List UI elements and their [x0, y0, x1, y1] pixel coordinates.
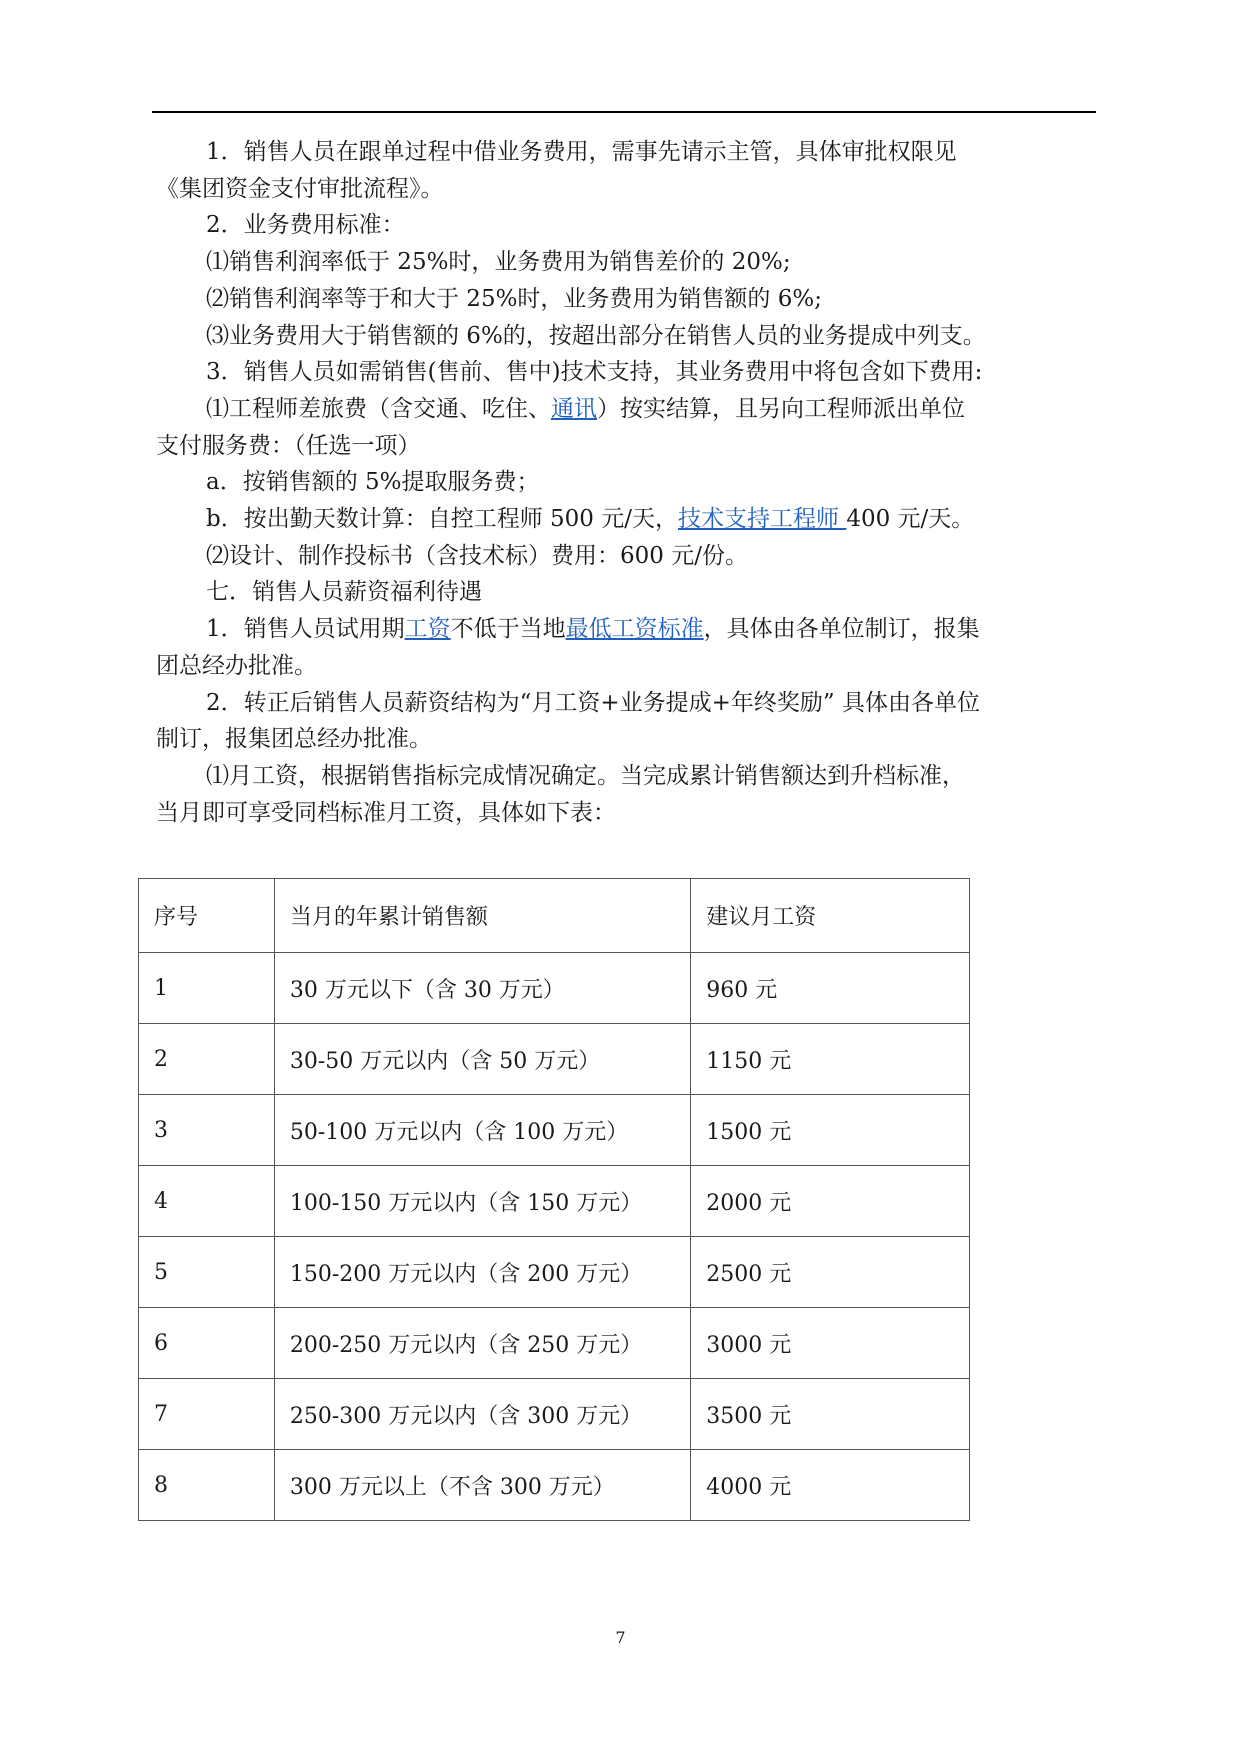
text-span: ，具体由各单位制订，报集 [703, 616, 980, 643]
table-row [139, 1095, 970, 1166]
cell-index: 4 [139, 1166, 275, 1237]
paragraph-2-item-1: ⑴销售利润率低于 25%时，业务费用为销售差价的 20%; [206, 249, 791, 276]
paragraph-1: 1．销售人员在跟单过程中借业务费用，需事先请示主管，具体审批权限见 [206, 139, 957, 165]
cell-index: 6 [139, 1308, 275, 1379]
paragraph-3: 3．销售人员如需销售(售前、售中)技术支持，其业务费用中将包含如下费用: [206, 359, 983, 386]
table-header-row [139, 879, 970, 953]
paragraph-2-item-3: ⑶业务费用大于销售额的 6%的，按超出部分在销售人员的业务提成中列支。 [206, 322, 986, 349]
cell-index: 5 [139, 1237, 275, 1308]
paragraph-3-item-2: ⑵设计、制作投标书（含技术标）费用：600 元/份。 [206, 542, 748, 569]
cell-sales: 250-300 万元以内（含 300 万元） [274, 1379, 690, 1450]
cell-wage: 1150 元 [691, 1024, 970, 1095]
cell-index: 1 [139, 953, 275, 1024]
header-index: 序号 [139, 879, 275, 953]
text-span: ⑴工程师差旅费（含交通、吃住、 [206, 395, 551, 422]
paragraph-2: 2．业务费用标准： [206, 212, 405, 239]
cell-wage: 960 元 [691, 953, 970, 1024]
cell-index: 2 [139, 1024, 275, 1095]
paragraph-3-option-b [156, 501, 1096, 538]
cell-sales: 30 万元以下（含 30 万元） [274, 953, 690, 1024]
paragraph-7-1-cont: 团总经办批准。 [156, 652, 317, 679]
link-tech-support-engineer[interactable]: 技术支持工程师 [678, 506, 847, 533]
text-span: 1．销售人员试用期 [206, 616, 405, 643]
section-7-heading: 七．销售人员薪资福利待遇 [206, 579, 482, 606]
cell-wage: 2000 元 [691, 1166, 970, 1237]
text-span: ）按实结算，且另向工程师派出单位 [597, 395, 965, 422]
cell-wage: 1500 元 [691, 1095, 970, 1166]
header-rule [152, 111, 1096, 113]
cell-sales: 300 万元以上（不含 300 万元） [274, 1450, 690, 1521]
paragraph-2-item-2: ⑵销售利润率等于和大于 25%时，业务费用为销售额的 6%; [206, 285, 822, 312]
paragraph-1-cont: 《集团资金支付审批流程》。 [156, 175, 444, 202]
paragraph-3-item-1 [156, 391, 1096, 428]
paragraph-3-item-1-cont: 支付服务费：（任选一项） [156, 432, 421, 459]
cell-index: 8 [139, 1450, 275, 1521]
cell-sales: 50-100 万元以内（含 100 万元） [274, 1095, 690, 1166]
table-row [139, 1237, 970, 1308]
link-tongxun[interactable]: 通讯 [551, 395, 597, 422]
document-body [156, 134, 1096, 831]
header-sales: 当月的年累计销售额 [274, 879, 690, 953]
page-number: 7 [615, 1628, 626, 1647]
header-wage: 建议月工资 [691, 879, 970, 953]
cell-wage: 4000 元 [691, 1450, 970, 1521]
table-row [139, 1308, 970, 1379]
cell-sales: 100-150 万元以内（含 150 万元） [274, 1166, 690, 1237]
salary-table [138, 878, 970, 1521]
table-row [139, 1166, 970, 1237]
cell-index: 3 [139, 1095, 275, 1166]
paragraph-3-option-a: a．按销售额的 5%提取服务费； [206, 469, 540, 496]
paragraph-7-1 [156, 611, 1096, 648]
link-minimum-wage[interactable]: 最低工资标准 [565, 616, 704, 643]
paragraph-7-2: 2．转正后销售人员薪资结构为“月工资+业务提成+年终奖励” 具体由各单位 [206, 689, 981, 716]
table-row [139, 1450, 970, 1521]
cell-wage: 3000 元 [691, 1308, 970, 1379]
link-wage[interactable]: 工资 [404, 616, 451, 643]
cell-sales: 200-250 万元以内（含 250 万元） [274, 1308, 690, 1379]
cell-wage: 2500 元 [691, 1237, 970, 1308]
text-span: 不低于当地 [450, 616, 566, 643]
cell-sales: 30-50 万元以内（含 50 万元） [274, 1024, 690, 1095]
table-row [139, 1024, 970, 1095]
paragraph-7-2-item-1: ⑴月工资，根据销售指标完成情况确定。当完成累计销售额达到升档标准， [206, 762, 965, 789]
table-row [139, 953, 970, 1024]
paragraph-7-2-item-1-cont: 当月即可享受同档标准月工资，具体如下表： [156, 799, 616, 826]
table-row [139, 1379, 970, 1450]
cell-sales: 150-200 万元以内（含 200 万元） [274, 1237, 690, 1308]
text-span: b．按出勤天数计算：自控工程师 500 元/天， [206, 506, 678, 533]
paragraph-7-2-cont: 制订，报集团总经办批准。 [156, 726, 432, 753]
cell-index: 7 [139, 1379, 275, 1450]
text-span: 400 元/天。 [846, 506, 975, 533]
cell-wage: 3500 元 [691, 1379, 970, 1450]
